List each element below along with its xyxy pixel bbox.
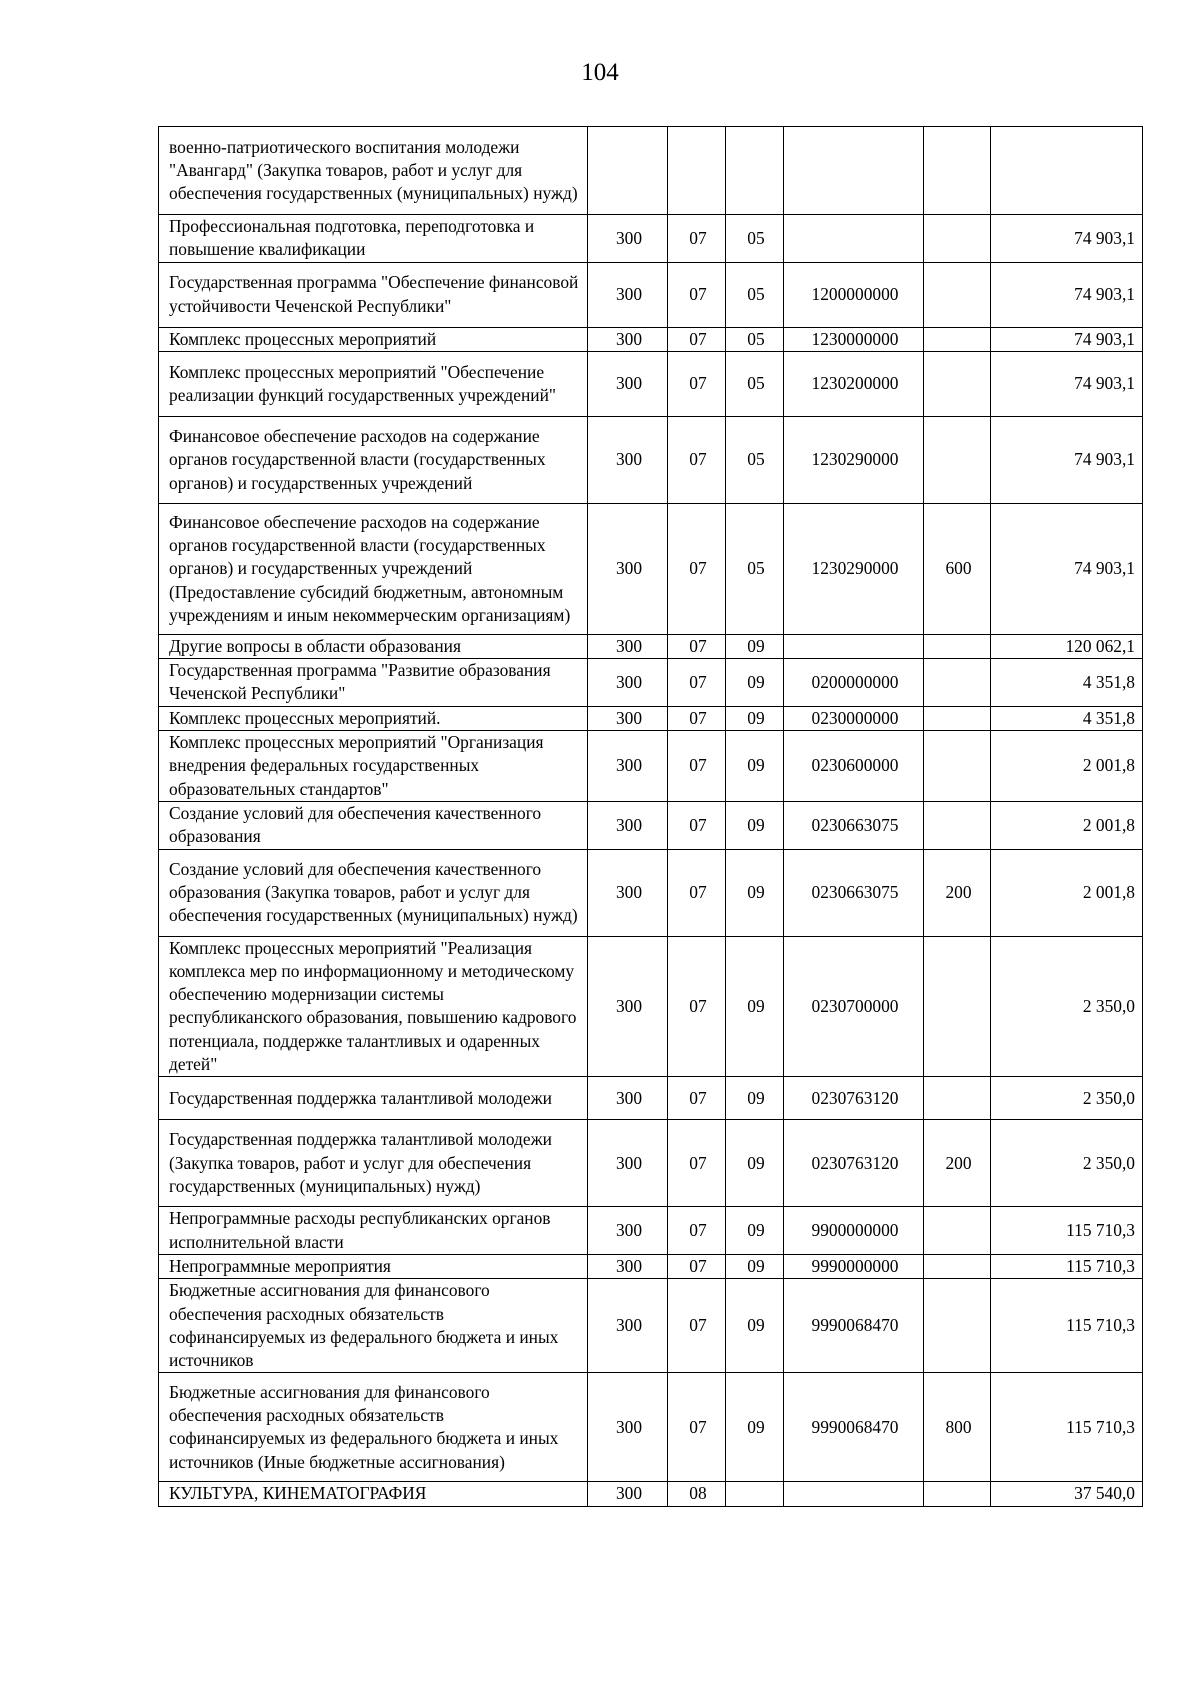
ministry-code: 300 bbox=[588, 1207, 668, 1255]
target-code: 0230000000 bbox=[784, 706, 924, 730]
target-code: 0230663075 bbox=[784, 849, 924, 936]
target-code: 0230700000 bbox=[784, 936, 924, 1077]
row-name: Комплекс процессных мероприятий bbox=[159, 327, 588, 351]
expense-type-code bbox=[924, 215, 991, 263]
ministry-code: 300 bbox=[588, 936, 668, 1077]
subsection-code: 05 bbox=[726, 416, 784, 503]
target-code bbox=[784, 634, 924, 658]
expense-type-code bbox=[924, 634, 991, 658]
section-code: 07 bbox=[668, 416, 726, 503]
table-row bbox=[159, 416, 1143, 503]
subsection-code: 09 bbox=[726, 849, 784, 936]
table-row bbox=[159, 1279, 1143, 1373]
ministry-code: 300 bbox=[588, 416, 668, 503]
target-code: 0230663075 bbox=[784, 801, 924, 849]
ministry-code: 300 bbox=[588, 1482, 668, 1506]
target-code: 0230600000 bbox=[784, 731, 924, 802]
subsection-code: 05 bbox=[726, 503, 784, 634]
amount bbox=[991, 127, 1143, 215]
expense-type-code: 200 bbox=[924, 1120, 991, 1207]
row-name: Профессиональная подготовка, переподготовка и повышение квалификации bbox=[159, 215, 588, 263]
ministry-code: 300 bbox=[588, 1279, 668, 1373]
table-row bbox=[159, 1373, 1143, 1482]
row-name: Государственная программа "Развитие образования Чеченской Республики" bbox=[159, 659, 588, 707]
row-name: Финансовое обеспечение расходов на содержание органов государственной власти (государственных органов) и государственных учреждений bbox=[159, 416, 588, 503]
target-code bbox=[784, 127, 924, 215]
ministry-code: 300 bbox=[588, 1373, 668, 1482]
section-code: 07 bbox=[668, 351, 726, 416]
amount: 4 351,8 bbox=[991, 659, 1143, 707]
table-row bbox=[159, 351, 1143, 416]
ministry-code: 300 bbox=[588, 1254, 668, 1278]
amount: 2 350,0 bbox=[991, 1077, 1143, 1120]
target-code bbox=[784, 215, 924, 263]
table-row bbox=[159, 801, 1143, 849]
expense-type-code bbox=[924, 1279, 991, 1373]
expense-type-code bbox=[924, 1254, 991, 1278]
section-code: 07 bbox=[668, 1254, 726, 1278]
row-name: КУЛЬТУРА, КИНЕМАТОГРАФИЯ bbox=[159, 1482, 588, 1506]
expense-type-code bbox=[924, 706, 991, 730]
row-name: Бюджетные ассигнования для финансового обеспечения расходных обязательств софинансируемых из федерального бюджета и иных источников (Иные бюджетные ассигнования) bbox=[159, 1373, 588, 1482]
ministry-code: 300 bbox=[588, 634, 668, 658]
expense-type-code bbox=[924, 1482, 991, 1506]
subsection-code: 09 bbox=[726, 659, 784, 707]
row-name: Другие вопросы в области образования bbox=[159, 634, 588, 658]
ministry-code: 300 bbox=[588, 706, 668, 730]
expense-type-code: 600 bbox=[924, 503, 991, 634]
table-row bbox=[159, 1077, 1143, 1120]
section-code: 08 bbox=[668, 1482, 726, 1506]
section-code: 07 bbox=[668, 801, 726, 849]
amount: 74 903,1 bbox=[991, 503, 1143, 634]
subsection-code: 09 bbox=[726, 706, 784, 730]
row-name: Комплекс процессных мероприятий "Обеспечение реализации функций государственных учреждений" bbox=[159, 351, 588, 416]
ministry-code: 300 bbox=[588, 1077, 668, 1120]
subsection-code: 09 bbox=[726, 1373, 784, 1482]
table-row bbox=[159, 1482, 1143, 1506]
table-row bbox=[159, 849, 1143, 936]
row-name: Непрограммные расходы республиканских органов исполнительной власти bbox=[159, 1207, 588, 1255]
table-row bbox=[159, 327, 1143, 351]
target-code: 1230000000 bbox=[784, 327, 924, 351]
section-code: 07 bbox=[668, 215, 726, 263]
expense-type-code bbox=[924, 731, 991, 802]
page-number: 104 bbox=[581, 59, 619, 86]
amount: 2 350,0 bbox=[991, 936, 1143, 1077]
row-name: Государственная программа "Обеспечение финансовой устойчивости Чеченской Республики" bbox=[159, 262, 588, 327]
table-row bbox=[159, 503, 1143, 634]
ministry-code: 300 bbox=[588, 327, 668, 351]
expense-type-code: 800 bbox=[924, 1373, 991, 1482]
table-row bbox=[159, 1207, 1143, 1255]
expense-type-code bbox=[924, 936, 991, 1077]
subsection-code: 05 bbox=[726, 327, 784, 351]
section-code: 07 bbox=[668, 1279, 726, 1373]
ministry-code: 300 bbox=[588, 801, 668, 849]
target-code bbox=[784, 1482, 924, 1506]
expense-type-code bbox=[924, 351, 991, 416]
table-row bbox=[159, 262, 1143, 327]
expense-type-code: 200 bbox=[924, 849, 991, 936]
subsection-code: 09 bbox=[726, 731, 784, 802]
section-code: 07 bbox=[668, 1120, 726, 1207]
section-code: 07 bbox=[668, 262, 726, 327]
expense-type-code bbox=[924, 1207, 991, 1255]
ministry-code: 300 bbox=[588, 215, 668, 263]
section-code: 07 bbox=[668, 659, 726, 707]
row-name: Комплекс процессных мероприятий. bbox=[159, 706, 588, 730]
target-code: 9990068470 bbox=[784, 1373, 924, 1482]
table-row bbox=[159, 215, 1143, 263]
target-code: 0230763120 bbox=[784, 1077, 924, 1120]
subsection-code: 09 bbox=[726, 1120, 784, 1207]
subsection-code: 09 bbox=[726, 801, 784, 849]
amount: 74 903,1 bbox=[991, 262, 1143, 327]
subsection-code: 09 bbox=[726, 1207, 784, 1255]
table-row bbox=[159, 634, 1143, 658]
amount: 74 903,1 bbox=[991, 215, 1143, 263]
target-code: 1230200000 bbox=[784, 351, 924, 416]
amount: 2 001,8 bbox=[991, 849, 1143, 936]
expense-type-code bbox=[924, 416, 991, 503]
expense-type-code bbox=[924, 127, 991, 215]
ministry-code: 300 bbox=[588, 503, 668, 634]
section-code: 07 bbox=[668, 634, 726, 658]
amount: 115 710,3 bbox=[991, 1254, 1143, 1278]
ministry-code: 300 bbox=[588, 849, 668, 936]
table-row bbox=[159, 127, 1143, 215]
section-code: 07 bbox=[668, 849, 726, 936]
ministry-code bbox=[588, 127, 668, 215]
expense-type-code bbox=[924, 1077, 991, 1120]
section-code: 07 bbox=[668, 706, 726, 730]
table-row bbox=[159, 1254, 1143, 1278]
target-code: 1200000000 bbox=[784, 262, 924, 327]
target-code: 1230290000 bbox=[784, 416, 924, 503]
table-row bbox=[159, 936, 1143, 1077]
ministry-code: 300 bbox=[588, 262, 668, 327]
table-row bbox=[159, 706, 1143, 730]
table-row bbox=[159, 731, 1143, 802]
subsection-code: 05 bbox=[726, 262, 784, 327]
subsection-code bbox=[726, 127, 784, 215]
subsection-code bbox=[726, 1482, 784, 1506]
amount: 37 540,0 bbox=[991, 1482, 1143, 1506]
subsection-code: 09 bbox=[726, 1077, 784, 1120]
section-code: 07 bbox=[668, 1077, 726, 1120]
subsection-code: 09 bbox=[726, 634, 784, 658]
row-name: военно-патриотического воспитания молодежи "Авангард" (Закупка товаров, работ и услуг для обеспечения государственных (муниципальных) нужд) bbox=[159, 127, 588, 215]
subsection-code: 09 bbox=[726, 1254, 784, 1278]
amount: 4 351,8 bbox=[991, 706, 1143, 730]
amount: 2 001,8 bbox=[991, 801, 1143, 849]
budget-table-body bbox=[159, 127, 1143, 1507]
row-name: Непрограммные мероприятия bbox=[159, 1254, 588, 1278]
target-code: 0200000000 bbox=[784, 659, 924, 707]
expense-type-code bbox=[924, 659, 991, 707]
subsection-code: 09 bbox=[726, 936, 784, 1077]
row-name: Государственная поддержка талантливой молодежи (Закупка товаров, работ и услуг для обеспечения государственных (муниципальных) нужд) bbox=[159, 1120, 588, 1207]
target-code: 1230290000 bbox=[784, 503, 924, 634]
row-name: Бюджетные ассигнования для финансового обеспечения расходных обязательств софинансируемых из федерального бюджета и иных источников bbox=[159, 1279, 588, 1373]
amount: 2 001,8 bbox=[991, 731, 1143, 802]
amount: 115 710,3 bbox=[991, 1207, 1143, 1255]
budget-table bbox=[158, 126, 1143, 1507]
amount: 115 710,3 bbox=[991, 1373, 1143, 1482]
amount: 74 903,1 bbox=[991, 351, 1143, 416]
table-row bbox=[159, 659, 1143, 707]
section-code: 07 bbox=[668, 327, 726, 351]
expense-type-code bbox=[924, 327, 991, 351]
subsection-code: 09 bbox=[726, 1279, 784, 1373]
row-name: Финансовое обеспечение расходов на содержание органов государственной власти (государственных органов) и государственных учреждений (Предоставление субсидий бюджетным, автономным учреждениям и иным некоммерческим организациям) bbox=[159, 503, 588, 634]
ministry-code: 300 bbox=[588, 1120, 668, 1207]
row-name: Создание условий для обеспечения качественного образования bbox=[159, 801, 588, 849]
row-name: Комплекс процессных мероприятий "Организация внедрения федеральных государственных образовательных стандартов" bbox=[159, 731, 588, 802]
section-code: 07 bbox=[668, 503, 726, 634]
amount: 74 903,1 bbox=[991, 327, 1143, 351]
expense-type-code bbox=[924, 262, 991, 327]
amount: 120 062,1 bbox=[991, 634, 1143, 658]
target-code: 0230763120 bbox=[784, 1120, 924, 1207]
target-code: 9990000000 bbox=[784, 1254, 924, 1278]
target-code: 9990068470 bbox=[784, 1279, 924, 1373]
row-name: Комплекс процессных мероприятий "Реализация комплекса мер по информационному и методическому обеспечению модернизации системы республиканского образования, повышению кадрового потенциала, поддержке талантливых и одаренных детей" bbox=[159, 936, 588, 1077]
table-row bbox=[159, 1120, 1143, 1207]
section-code bbox=[668, 127, 726, 215]
subsection-code: 05 bbox=[726, 351, 784, 416]
section-code: 07 bbox=[668, 1207, 726, 1255]
subsection-code: 05 bbox=[726, 215, 784, 263]
section-code: 07 bbox=[668, 1373, 726, 1482]
section-code: 07 bbox=[668, 936, 726, 1077]
ministry-code: 300 bbox=[588, 351, 668, 416]
row-name: Создание условий для обеспечения качественного образования (Закупка товаров, работ и услуг для обеспечения государственных (муниципальных) нужд) bbox=[159, 849, 588, 936]
expense-type-code bbox=[924, 801, 991, 849]
section-code: 07 bbox=[668, 731, 726, 802]
ministry-code: 300 bbox=[588, 659, 668, 707]
amount: 2 350,0 bbox=[991, 1120, 1143, 1207]
amount: 74 903,1 bbox=[991, 416, 1143, 503]
ministry-code: 300 bbox=[588, 731, 668, 802]
amount: 115 710,3 bbox=[991, 1279, 1143, 1373]
row-name: Государственная поддержка талантливой молодежи bbox=[159, 1077, 588, 1120]
target-code: 9900000000 bbox=[784, 1207, 924, 1255]
